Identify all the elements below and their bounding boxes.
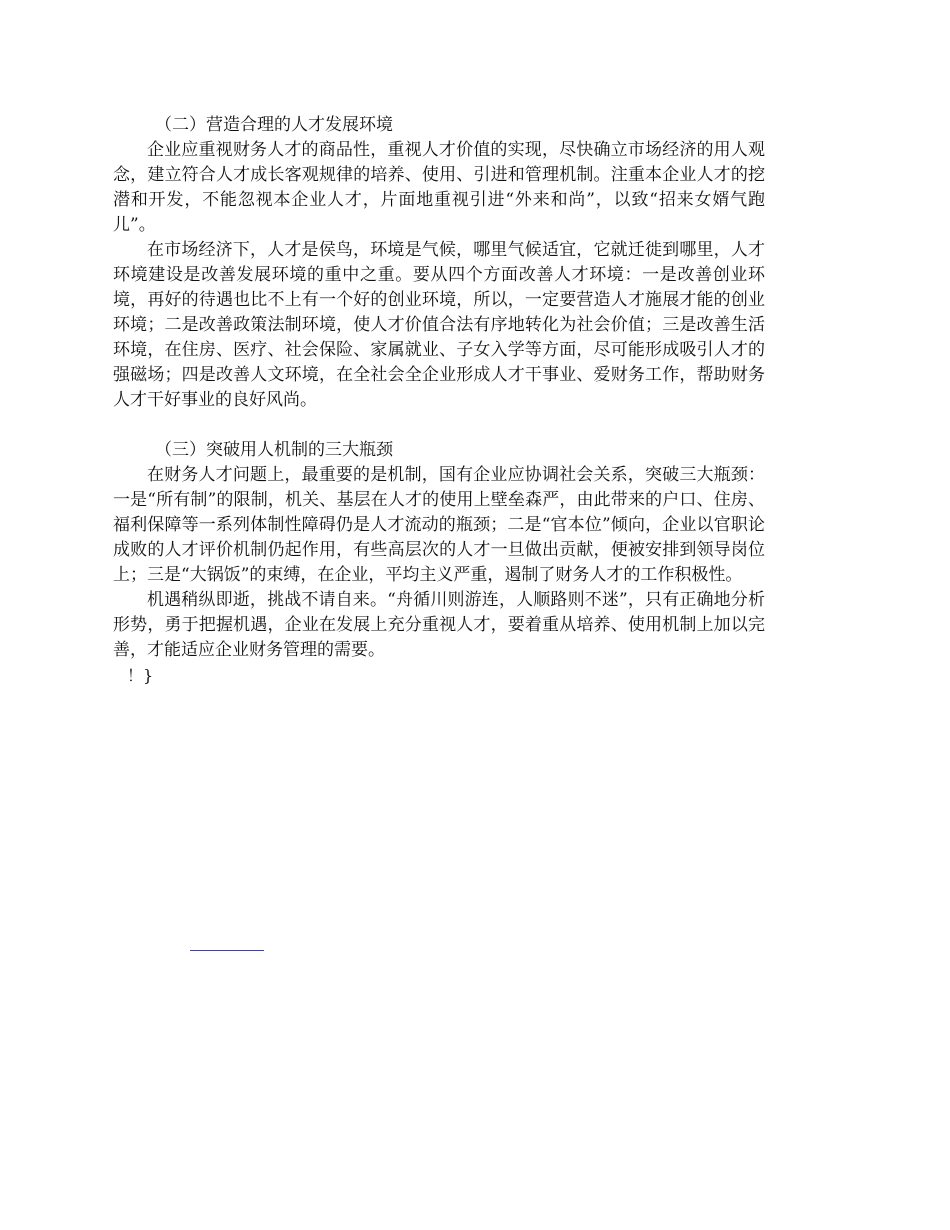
paragraph: 在财务人才问题上，最重要的是机制，国有企业应协调社会关系，突破三大瓶颈：一是“所有制”的限制，机关、基层在人才的使用上壁垒森严，由此带来的户口、住房、福利保障等一系列体制性障碍仍是人才流动的瓶颈；二是“官本位”倾向，企业以官职论成败的人才评价机制仍起作用，有些高层次的人才一旦做出贡献，便被安排到领导岗位上；三是“大锅饭”的束缚，在企业，平均主义严重，遏制了财务人才的工作积极性。 — [113, 465, 765, 585]
trailing-mark: ！} — [127, 666, 154, 685]
paragraph: 企业应重视财务人才的商品性，重视人才价值的实现，尽快确立市场经济的用人观念，建立符合人才成长客观规律的培养、使用、引进和管理机制。注重本企业人才的挖潜和开发，不能忽视本企业人才，片面地重视引进“外来和尚”，以致“招来女婿气跑儿”。 — [113, 140, 765, 235]
paragraph: 机遇稍纵即逝，挑战不请自来。“舟循川则游连，人顺路则不迷”，只有正确地分析形势，勇于把握机遇，企业在发展上充分重视人才，要着重从培养、使用机制上加以完善，才能适应企业财务管理的需要。 — [113, 590, 765, 660]
paragraph: 在市场经济下，人才是侯鸟，环境是气候，哪里气候适宜，它就迁徙到哪里，人才环境建设是改善发展环境的重中之重。要从四个方面改善人才环境：一是改善创业环境，再好的待遇也比不上有一个好的创业环境，所以，一定要营造人才施展才能的创业环境；二是改善政策法制环境，使人才价值合法有序地转化为社会价值；三是改善生活环境，在住房、医疗、社会保险、家属就业、子女入学等方面，尽可能形成吸引人才的强磁场；四是改善人文环境，在全社会全企业形成人才干事业、爱财务工作，帮助财务人才干好事业的良好风尚。 — [113, 240, 765, 410]
paragraph-spacer — [113, 413, 765, 438]
section-heading-2: （二）营造合理的人才发展环境 — [155, 115, 393, 135]
hyperlink-underline[interactable] — [190, 950, 264, 951]
document-body — [113, 113, 765, 688]
section-heading-3: （三）突破用人机制的三大瓶颈 — [155, 440, 393, 460]
